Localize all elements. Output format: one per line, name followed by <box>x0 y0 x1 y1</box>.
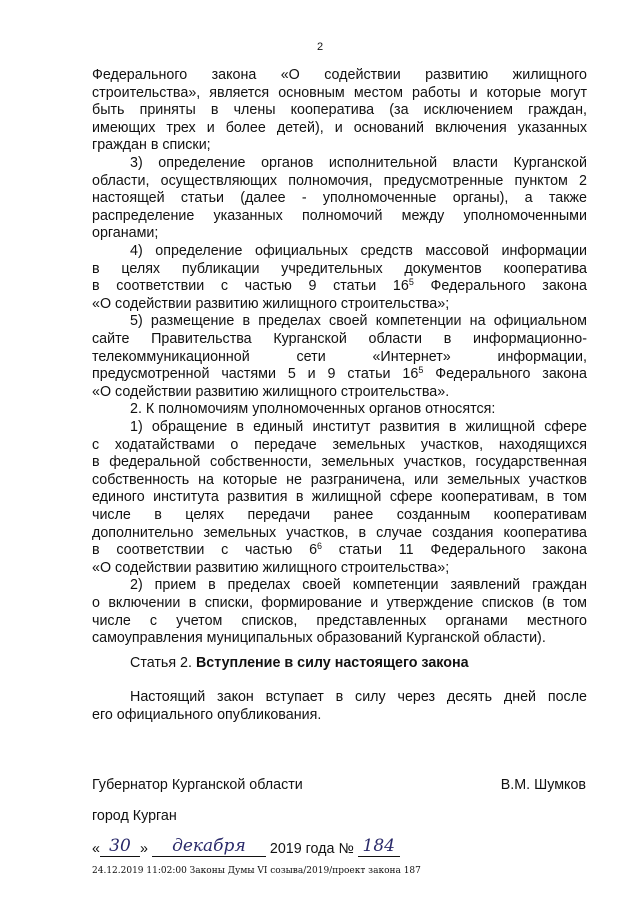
text-line <box>92 365 587 383</box>
text-line <box>92 101 587 119</box>
document-footer: 24.12.2019 11:02:00 Законы Думы VI созыва/2019/проект закона 187 <box>92 866 421 876</box>
text-line <box>130 154 587 172</box>
text-line <box>130 576 587 594</box>
text-segment: строительства», является основным местом работы и которые могут <box>92 84 587 101</box>
text-line <box>92 541 587 559</box>
text-line <box>92 119 587 137</box>
text-line <box>130 400 587 418</box>
text-segment: Федерального закона «О содействии развитию жилищного <box>92 67 587 83</box>
text-segment: 1) обращение в единый институт развития в жилищной сфере <box>130 419 587 435</box>
law-number-handwritten: 184 <box>358 836 400 857</box>
text-segment: органами; <box>92 225 159 242</box>
text-segment: 2) прием в пределах своей компетенции заявлений граждан <box>130 577 587 594</box>
text-segment: «О содействии развитию жилищного строительства»; <box>92 559 450 576</box>
text-line <box>92 277 587 295</box>
text-line <box>92 348 587 366</box>
text-line <box>92 330 587 348</box>
text-line <box>92 524 587 542</box>
city-name: город Курган <box>92 808 177 824</box>
article-heading <box>130 654 469 672</box>
article-prefix: Статья 2. <box>130 655 196 671</box>
signatory-name: В.М. Шумков <box>500 777 586 793</box>
superscript: 5 <box>408 277 414 288</box>
date-year-text: 2019 года № <box>265 841 358 857</box>
text-segment: самоуправления муниципальных образований Курганской области). <box>92 630 546 647</box>
signing-date-line <box>92 836 400 858</box>
text-line <box>92 66 587 84</box>
text-segment: области, осуществляющих полномочия, предусмотренные пунктом 2 <box>92 172 587 189</box>
text-segment: числе в целях передачи ранее созданным кооперативам <box>92 507 587 523</box>
text-segment: сайте Правительства Курганской области в информационно- <box>92 331 587 347</box>
text-segment: в соответствии с частью 6 <box>92 542 318 559</box>
text-segment: Настоящий закон вступает в силу через десять дней после <box>130 689 587 705</box>
text-line <box>92 559 587 577</box>
text-line <box>92 136 587 154</box>
signatory-position: Губернатор Курганской области <box>92 777 303 793</box>
text-segment: быть приняты в члены кооператива (за исключением граждан, <box>92 102 587 119</box>
text-segment: единого института развития в жилищной сфере кооперативам, в том <box>92 489 587 506</box>
text-line <box>130 312 587 330</box>
text-segment: дополнительно земельных участков, в случае создания кооператива <box>92 524 587 541</box>
text-line <box>92 594 587 612</box>
text-line <box>130 242 587 260</box>
text-segment: «О содействии развитию жилищного строительства»; <box>92 295 450 312</box>
date-open-quote: « <box>92 841 100 857</box>
text-segment: собственность на которые не разграничена, или земельных участков <box>92 471 587 488</box>
article-title: Вступление в силу настоящего закона <box>195 655 469 671</box>
text-segment: «О содействии развитию жилищного строительства». <box>92 383 450 400</box>
text-line <box>92 453 587 471</box>
text-segment: числе с учетом списков, представленных органами местного <box>92 612 587 629</box>
text-segment: о включении в списки, формирование и утверждение списков (в том <box>92 595 587 611</box>
text-segment: в соответствии с частью 9 статьи 16 <box>92 278 409 295</box>
page-number: 2 <box>316 41 324 53</box>
text-segment: его официального опубликования. <box>92 707 322 723</box>
text-line <box>92 295 587 313</box>
text-line <box>92 207 587 225</box>
text-segment: с ходатайствами о передаче земельных участков, находящихся <box>92 436 587 453</box>
text-line <box>92 629 587 647</box>
text-line <box>130 688 587 706</box>
text-segment: предусмотренной частями 5 и 9 статьи 16 <box>92 366 419 383</box>
date-close-quote: » <box>139 841 148 857</box>
text-line <box>92 488 587 506</box>
text-line <box>92 383 587 401</box>
text-segment: имеющих трех и более детей), и оснований включения указанных <box>92 119 587 136</box>
text-segment: 2. К полномочиям уполномоченных органов относятся: <box>130 401 496 418</box>
text-line <box>130 418 587 436</box>
text-segment: в федеральной собственности, земельных участков, государственная <box>92 454 587 471</box>
text-segment: настоящей статьи (далее - уполномоченные органы), а также <box>92 190 587 207</box>
text-segment: 4) определение официальных средств массовой информации <box>130 243 587 259</box>
text-line <box>92 224 587 242</box>
text-segment: 3) определение органов исполнительной власти Курганской <box>130 155 587 171</box>
text-segment: Федерального закона <box>413 278 587 295</box>
text-line <box>92 471 587 489</box>
text-line <box>92 436 587 454</box>
text-segment: телекоммуникационной сети «Интернет» информации, <box>92 348 587 365</box>
date-month-handwritten: декабря <box>152 836 266 857</box>
text-line <box>92 84 587 102</box>
text-line <box>92 706 587 724</box>
text-line <box>92 506 587 524</box>
text-segment: распределение указанных полномочий между уполномоченными <box>92 207 587 224</box>
date-day-handwritten: 30 <box>100 836 140 857</box>
text-segment: в целях публикации учредительных документов кооператива <box>92 260 587 277</box>
text-segment: статьи 11 Федерального закона <box>322 542 588 559</box>
superscript: 6 <box>317 541 323 552</box>
superscript: 5 <box>418 365 424 376</box>
text-segment: 5) размещение в пределах своей компетенции на официальном <box>130 313 587 330</box>
text-line <box>92 189 587 207</box>
text-segment: граждан в списки; <box>92 137 211 154</box>
text-segment: Федерального закона <box>423 366 587 383</box>
text-line <box>92 260 587 278</box>
text-line <box>92 612 587 630</box>
text-line <box>92 172 587 190</box>
